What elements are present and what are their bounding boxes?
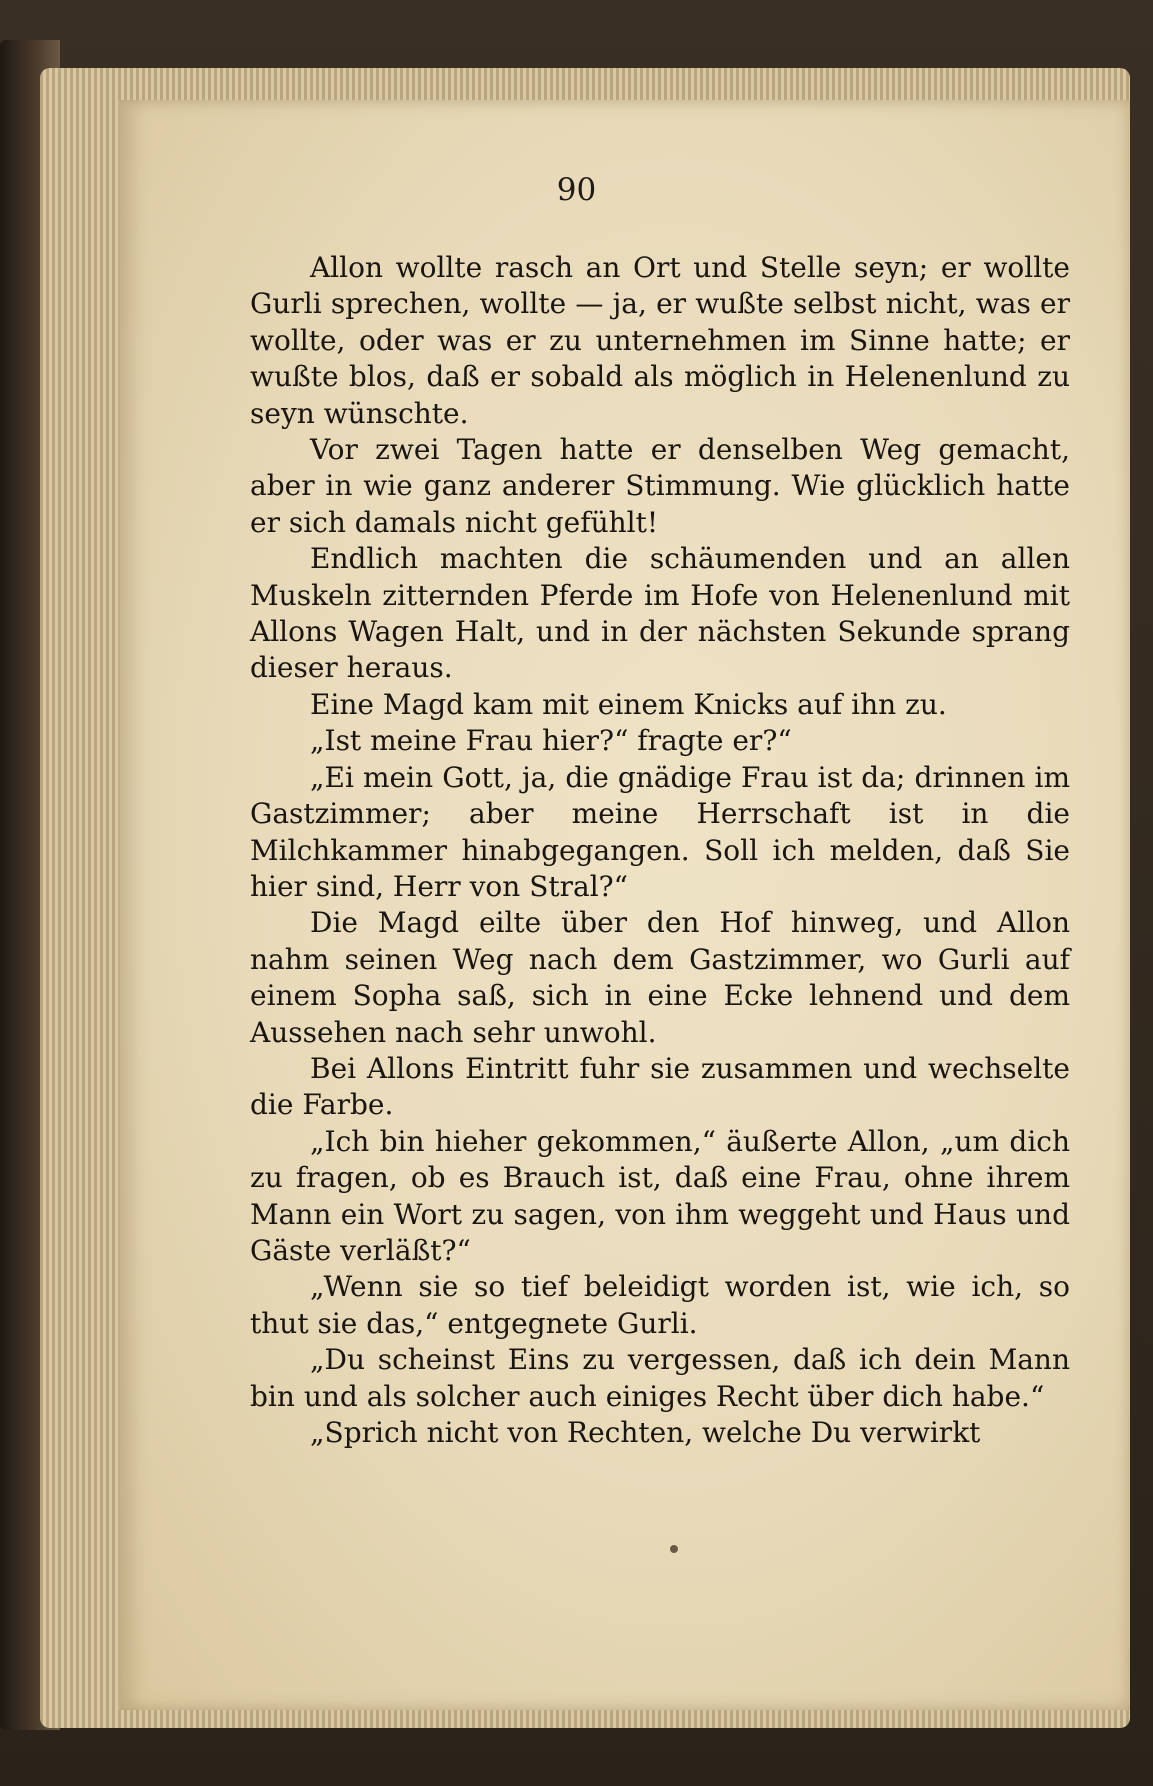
page-number: 90 — [556, 172, 597, 208]
paragraph: Vor zwei Tagen hatte er denselben Weg gemacht, aber in wie ganz anderer Stimmung. Wie glücklich hatte er sich damals nicht gefühlt! — [250, 433, 1070, 539]
paragraph: Eine Magd kam mit einem Knicks auf ihn zu. — [310, 687, 947, 721]
paragraph: Allon wollte rasch an Ort und Stelle seyn; er wollte Gurli sprechen, wollte — ja, er wußte selbst nicht, was er wollte, oder was er zu unternehmen im Sinne hatte; er wußte blos, daß er sobald als möglich in Helenenlund zu seyn wünschte. — [250, 251, 1070, 430]
ink-speck — [670, 1545, 678, 1553]
paragraph: „Ist meine Frau hier?“ fragte er?“ — [310, 724, 792, 758]
paragraph: „Ei mein Gott, ja, die gnädige Frau ist da; drinnen im Gastzimmer; aber meine Herrschaft ist in die Milchkammer hinabgegangen. Soll ich melden, daß Sie hier sind, Herr von Stral?“ — [250, 760, 1070, 903]
body-text — [250, 250, 1070, 1451]
paragraph: „Du scheinst Eins zu vergessen, daß ich dein Mann bin und als solcher auch einiges Recht über dich habe.“ — [250, 1343, 1070, 1413]
paragraph: „Ich bin hieher gekommen,“ äußerte Allon, „um dich zu fragen, ob es Brauch ist, daß eine Frau, ohne ihrem Mann ein Wort zu sagen, von ihm weggeht und Haus und Gäste verläßt?“ — [250, 1124, 1070, 1267]
paragraph: Endlich machten die schäumenden und an allen Muskeln zitternden Pferde im Hofe von Helenenlund mit Allons Wagen Halt, und in der nächsten Sekunde sprang dieser heraus. — [250, 542, 1070, 685]
paragraph: Bei Allons Eintritt fuhr sie zusammen und wechselte die Farbe. — [250, 1051, 1070, 1122]
paragraph: Die Magd eilte über den Hof hinweg, und Allon nahm seinen Weg nach dem Gastzimmer, wo Gurli auf einem Sopha saß, sich in eine Ecke lehnend und dem Aussehen nach sehr unwohl. — [250, 906, 1070, 1049]
paragraph: „Wenn sie so tief beleidigt worden ist, wie ich, so thut sie das,“ entgegnete Gurli. — [250, 1270, 1070, 1340]
paragraph: „Sprich nicht von Rechten, welche Du verwirkt — [310, 1416, 981, 1449]
